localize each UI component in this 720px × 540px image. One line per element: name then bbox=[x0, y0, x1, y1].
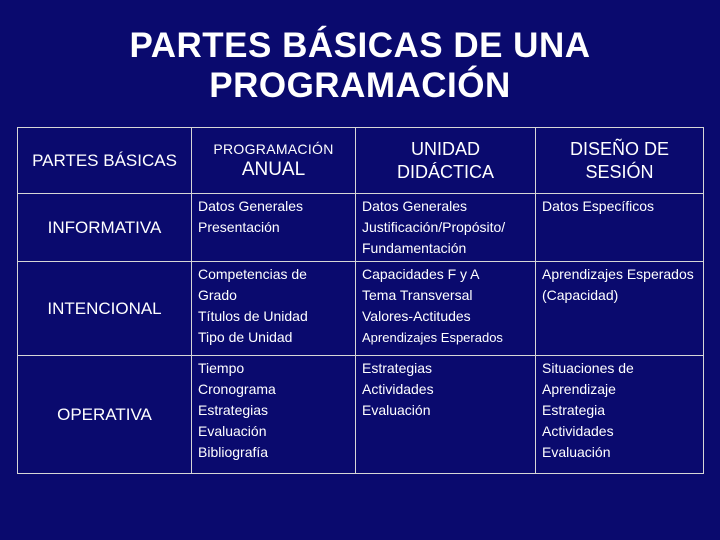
cell-item: Tema Transversal bbox=[362, 287, 473, 303]
row-label-informativa: INFORMATIVA bbox=[18, 194, 192, 262]
cell-item: Capacidades F y A bbox=[362, 266, 480, 282]
table-row bbox=[18, 356, 704, 474]
cell-anual-intencional bbox=[192, 262, 356, 356]
cell-item: Situaciones de Aprendizaje bbox=[542, 360, 634, 397]
cell-item: Competencias de Grado bbox=[198, 266, 307, 303]
programacion-table bbox=[17, 127, 704, 474]
row-label-operativa: OPERATIVA bbox=[18, 356, 192, 474]
cell-item: Datos Específicos bbox=[542, 198, 655, 214]
cell-item: Valores-Actitudes bbox=[362, 308, 471, 324]
table-row bbox=[18, 262, 704, 356]
cell-item: Actividades bbox=[542, 423, 614, 439]
cell-item: Estrategia bbox=[542, 402, 606, 418]
cell-item: Tiempo bbox=[198, 360, 245, 376]
cell-anual-informativa bbox=[192, 194, 356, 262]
table-header-row bbox=[18, 128, 704, 194]
cell-sesion-informativa bbox=[536, 194, 704, 262]
header-partes-basicas bbox=[18, 128, 192, 194]
cell-item: Aprendizajes Esperados (Capacidad) bbox=[542, 266, 694, 303]
cell-unidad-operativa bbox=[356, 356, 536, 474]
header-programacion-label: PROGRAMACIÓN bbox=[213, 140, 334, 157]
cell-sesion-intencional bbox=[536, 262, 704, 356]
row-label-intencional: INTENCIONAL bbox=[18, 262, 192, 356]
cell-item: Datos Generales bbox=[198, 198, 304, 214]
header-diseno-sesion-label: DISEÑO DE SESIÓN bbox=[569, 138, 670, 182]
cell-item: Títulos de Unidad bbox=[198, 308, 308, 324]
cell-anual-operativa bbox=[192, 356, 356, 474]
header-unidad-didactica-label: UNIDAD DIDÁCTICA bbox=[396, 138, 494, 182]
header-diseno-sesion bbox=[536, 128, 704, 194]
cell-item: Justificación/Propósito/ Fundamentación bbox=[362, 219, 506, 256]
header-programacion-anual bbox=[192, 128, 356, 194]
slide-title bbox=[0, 26, 720, 106]
header-anual-label: ANUAL bbox=[241, 158, 306, 180]
header-partes-basicas-label: PARTES BÁSICAS bbox=[32, 150, 177, 170]
cell-item: Presentación bbox=[198, 219, 280, 235]
cell-item: Datos Generales bbox=[362, 198, 468, 214]
cell-unidad-intencional bbox=[356, 262, 536, 356]
cell-item: Evaluación bbox=[542, 444, 611, 460]
cell-item: Estrategias bbox=[362, 360, 433, 376]
table-row bbox=[18, 194, 704, 262]
header-unidad-didactica bbox=[356, 128, 536, 194]
cell-item: Actividades bbox=[362, 381, 434, 397]
slide-title-line1: PARTES BÁSICAS DE UNA bbox=[129, 26, 591, 65]
cell-item: Aprendizajes Esperados bbox=[362, 330, 503, 345]
cell-item: Cronograma bbox=[198, 381, 276, 397]
cell-item: Estrategias bbox=[198, 402, 269, 418]
cell-item: Bibliografía bbox=[198, 444, 269, 460]
cell-sesion-operativa bbox=[536, 356, 704, 474]
cell-item: Evaluación bbox=[198, 423, 267, 439]
cell-item: Evaluación bbox=[362, 402, 431, 418]
cell-unidad-informativa bbox=[356, 194, 536, 262]
cell-item: Tipo de Unidad bbox=[198, 329, 293, 345]
slide-title-line2: PROGRAMACIÓN bbox=[209, 66, 511, 105]
